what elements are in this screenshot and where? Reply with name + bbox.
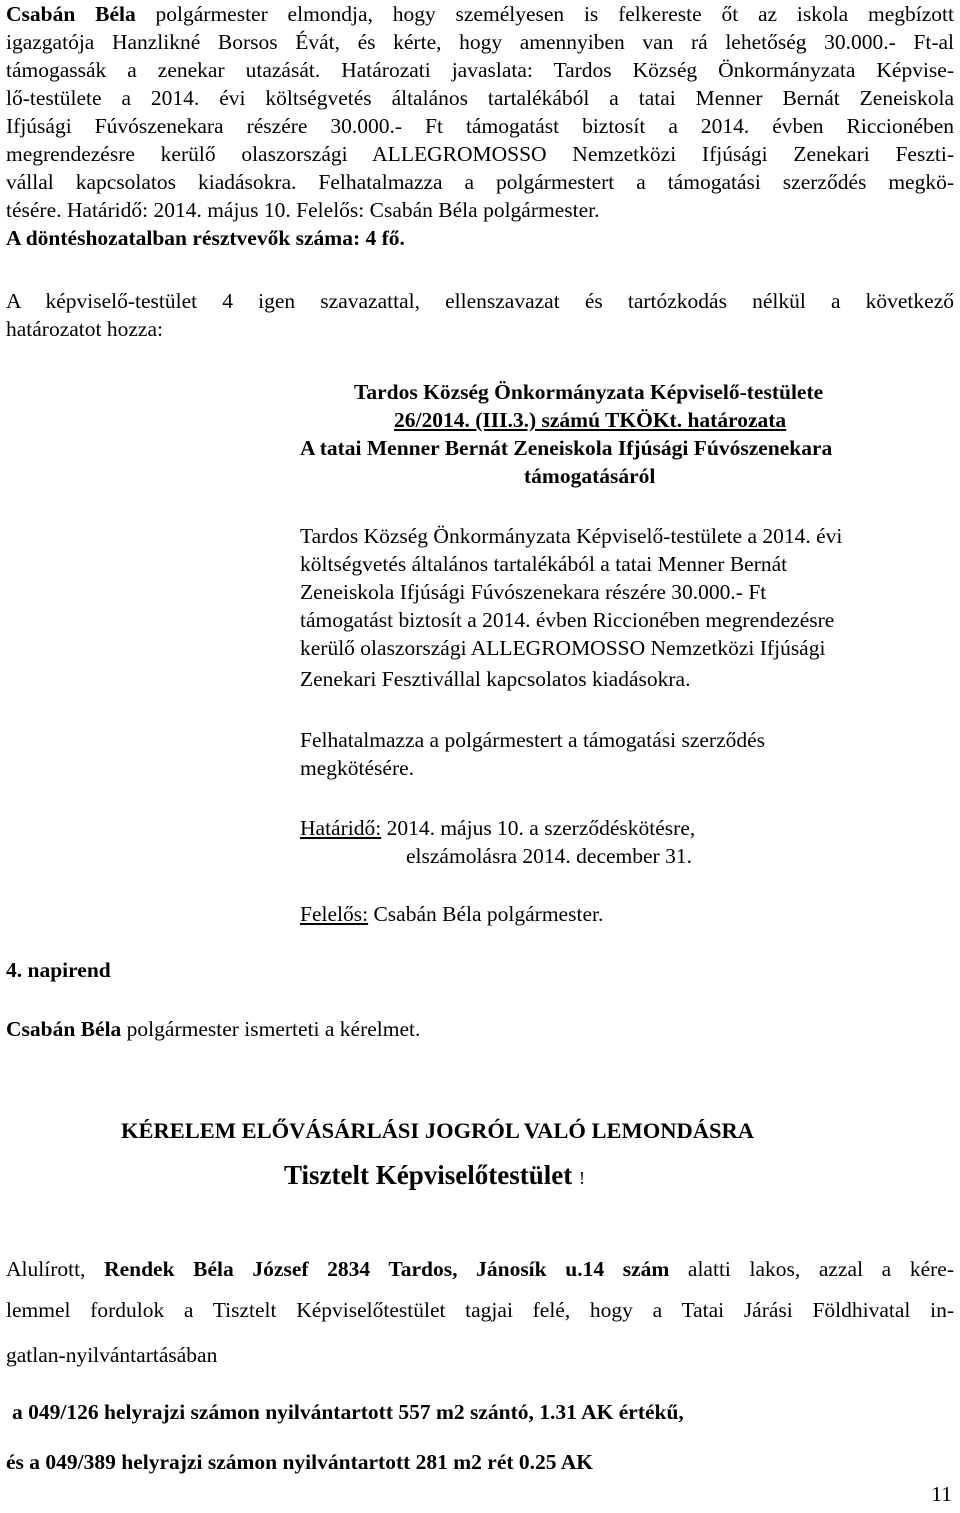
salutation-mark: ! [578, 1168, 585, 1188]
intro-line-6: megrendezésre kerülő olaszországi ALLEGROMOSSO Nemzetközi Ifjúsági Zenekari Feszti- [6, 142, 954, 166]
resolution-subject-1: A tatai Menner Bernát Zeneiskola Ifjúsági Fúvószenekara [300, 436, 833, 460]
intro-line-1 [6, 2, 954, 27]
responsible-label: Felelős: [300, 902, 369, 926]
resolution-text-line: kerülő olaszországi ALLEGROMOSSO Nemzetközi Ifjúsági [300, 636, 826, 660]
intro-line-7: vállal kapcsolatos kiadásokra. Felhatalmazza a polgármestert a támogatási szerződés megkö- [6, 170, 954, 194]
page-number: 11 [931, 1482, 952, 1506]
agenda-intro-text: polgármester ismerteti a kérelmet. [126, 1017, 421, 1041]
resolution-text-line: Tardos Község Önkormányzata Képviselő-testülete a 2014. évi [300, 524, 843, 548]
request-paragraph-line-2: lemmel fordulok a Tisztelt Képviselőtestület tagjai felé, hogy a Tatai Járási Földhivatal in- [6, 1298, 954, 1322]
resolution-text-line: Zeneiskola Ifjúsági Fúvószenekara részére 30.000.- Ft [300, 580, 767, 604]
request-paragraph-line-1 [6, 1257, 954, 1282]
p1-pre: Alulírott, [6, 1257, 86, 1281]
intro-line-2: igazgatója Hanzlikné Borsos Évát, és kérte, hogy amennyiben van rá lehetőség 30.000.- Ft-al [6, 30, 954, 54]
resolution-responsible [300, 902, 603, 927]
deadline-label: Határidő: [300, 816, 382, 840]
deadline-value-1: 2014. május 10. a szerződéskötésre, [386, 816, 696, 840]
resolution-authorization-2: megkötésére. [300, 756, 415, 780]
resolution-body-title: Tardos Község Önkormányzata Képviselő-testülete [354, 380, 824, 404]
request-salutation [284, 1160, 585, 1191]
intro-line-3: támogassák a zenekar utazását. Határozati javaslata: Tardos Község Önkormányzata Képvise- [6, 58, 954, 82]
intro-line-1-text: polgármester elmondja, hogy személyesen is felkereste őt az iskola megbízott [155, 2, 954, 26]
vote-line-2: határozatot hozza: [6, 317, 163, 341]
responsible-value: Csabán Béla polgármester. [373, 902, 604, 926]
resolution-number: 26/2014. (III.3.) számú TKÖKt. határozata [394, 408, 787, 432]
intro-line-8: tésére. Határidő: 2014. május 10. Felelős: Csabán Béla polgármester. [6, 198, 600, 222]
p1-post: alatti lakos, azzal a kére- [687, 1257, 954, 1281]
resolution-text-line: támogatást biztosít a 2014. évben Riccionében megrendezésre [300, 608, 835, 632]
salutation-text: Tisztelt Képviselőtestület [284, 1160, 573, 1190]
request-title: KÉRELEM ELŐVÁSÁRLÁSI JOGRÓL VALÓ LEMONDÁSRA [121, 1118, 755, 1143]
participants-count: A döntéshozatalban résztvevők száma: 4 fő. [6, 226, 405, 250]
intro-line-5: Ifjúsági Fúvószenekara részére 30.000.- Ft támogatást biztosít a 2014. évben Riccionében [6, 114, 954, 138]
resolution-text-line: költségvetés általános tartalékából a tatai Menner Bernát [300, 552, 788, 576]
resolution-text-line: Zenekari Fesztivállal kapcsolatos kiadásokra. [300, 667, 691, 691]
intro-line-4: lő-testülete a 2014. évi költségvetés általános tartalékából a tatai Menner Bernát Zeneiskola [6, 86, 954, 110]
p1-bold-szam: szám [622, 1257, 670, 1281]
deadline-value-2: elszámolásra 2014. december 31. [406, 844, 692, 868]
resolution-subject-2: támogatásáról [524, 464, 656, 488]
parcel-line-2: és a 049/389 helyrajzi számon nyilvántartott 281 m2 rét 0.25 AK [6, 1450, 593, 1474]
agenda-heading: 4. napirend [6, 958, 111, 982]
parcel-line-1: a 049/126 helyrajzi számon nyilvántartott 557 m2 szántó, 1.31 AK értékű, [12, 1400, 684, 1424]
agenda-intro [6, 1017, 420, 1042]
agenda-speaker: Csabán Béla [6, 1017, 122, 1041]
resolution-deadline [300, 816, 695, 841]
applicant-name-address: Rendek Béla József 2834 Tardos, Jánosík u.14 [104, 1257, 605, 1281]
resolution-authorization-1: Felhatalmazza a polgármestert a támogatási szerződés [300, 728, 766, 752]
request-paragraph-line-3: gatlan-nyilvántartásában [6, 1343, 218, 1367]
speaker-name: Csabán Béla [6, 2, 136, 26]
vote-line-1: A képviselő-testület 4 igen szavazattal, ellenszavazat és tartózkodás nélkül a következő [6, 289, 954, 313]
